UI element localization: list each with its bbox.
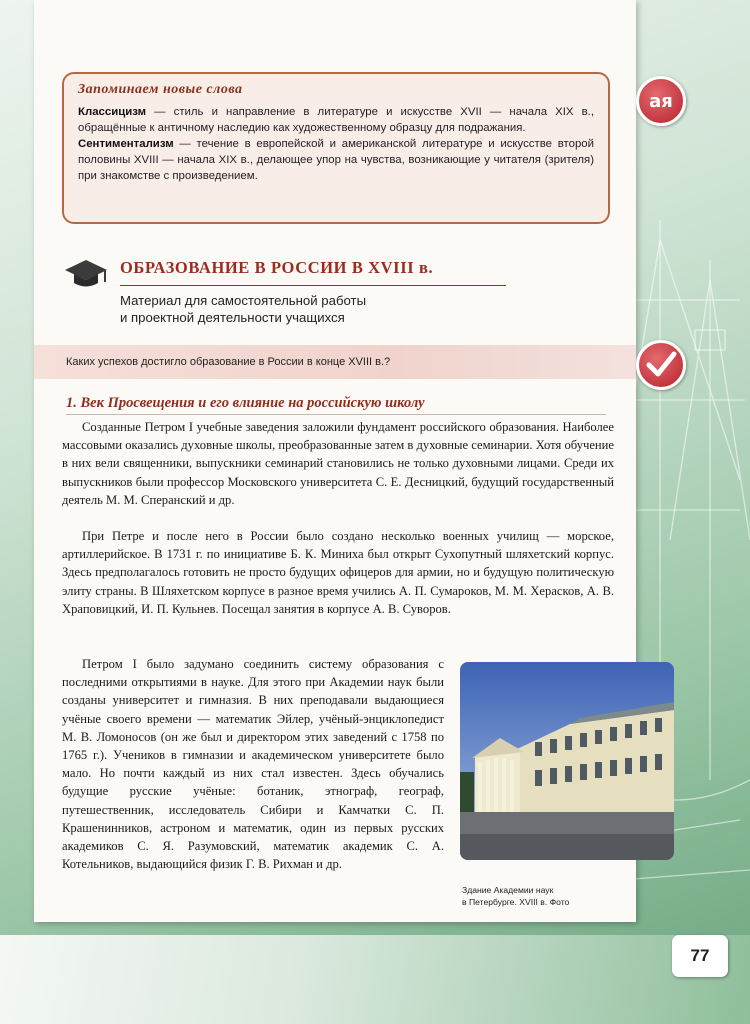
definition-classicism — [78, 104, 594, 136]
photo-caption — [462, 884, 662, 908]
question-text: Каких успехов достигло образование в России в конце XVIII в.? — [66, 356, 391, 368]
definition-classicism-text: — стиль и направление в литературе и искусстве XVII — начала XIX в., обращённые к античному наследию как художественному образцу для подражания. — [78, 106, 594, 134]
section-title: ОБРАЗОВАНИЕ В РОССИИ В XVIII в. — [120, 258, 434, 277]
term-sentimentalism: Сентиментализм — [78, 138, 174, 150]
dictionary-icon — [636, 76, 686, 126]
section-subtitle-line1: Материал для самостоятельной работы — [120, 293, 367, 308]
section-subtitle-line2: и проектной деятельности учащихся — [120, 310, 345, 325]
term-classicism: Классицизм — [78, 106, 147, 118]
subheading: 1. Век Просвещения и его влияние на российскую школу — [66, 395, 425, 411]
subheading-underline — [66, 414, 606, 415]
paragraph-2: При Петре и после него в России было создано несколько военных училищ — морское, артиллерийское. В 1731 г. по инициативе Б. К. Миниха был открыт Сухопутный шляхетский корпус. Здесь предполагалось готовить не просто будущих офицеров для армии, но и будущую политическую элиту страны. В Шляхетском корпусе в разное время учились А. П. Сумароков, М. М. Херасков, А. В. Храповицкий, И. П. Кульнев. Посещал занятия в корпусе А. В. Суворов. — [62, 529, 614, 616]
new-words-title: Запоминаем новые слова — [78, 82, 243, 97]
paragraph-3: Петром I было задумано соединить систему образования с последними открытиями в науке. Для этого при Академии наук были созданы университет и гимназия. В них преподавали выдающиеся учёные своего времени — математик Эйлер, учёный-энциклопедист М. В. Ломоносов (он же был и директором этих заведений с 1758 по 1765 г.). Учеников в гимназии и академическом университете было мало. Но почти каждый из них стал известен. Здесь обучались будущие русские учёные: ботаник, этнограф, географ, путешественник, исследователь Сибири и Камчатки С. П. Крашенинников, астроном и математик, один из первых русских академиков С. Я. Разумовский, математик академик С. А. Котельников, выдающийся физик Г. В. Рихман и др. — [62, 657, 444, 872]
graduation-cap-icon — [64, 258, 108, 290]
page-number: 77 — [672, 935, 728, 977]
dictionary-icon-label: ая — [649, 90, 673, 112]
bottom-decoration — [0, 935, 750, 1024]
section-subtitle — [120, 292, 480, 326]
checkmark-icon — [636, 340, 686, 390]
definition-sentimentalism-text: — течение в европейской и американской литературе и искусстве второй половины XVIII — начала XIX в., делающее упор на чувства, возникающие у читателя (зрителя) при знакомстве с произведением. — [78, 138, 594, 182]
academy-of-sciences-photo — [460, 662, 674, 860]
photo-caption-line2: в Петербурге. XVIII в. Фото — [462, 897, 570, 907]
definition-sentimentalism — [78, 136, 594, 184]
photo-caption-line1: Здание Академии наук — [462, 885, 554, 895]
paragraph-1: Созданные Петром I учебные заведения заложили фундамент российского образования. Наиболее массовыми оказались духовные школы, преобразованные затем в духовные семинарии. Хотя обучение в них вели священники, выпускники семинарий становились не только духовными лицами. Среди их выпускников были профессор Московского университета С. Е. Десницкий, будущий государственный деятель М. М. Сперанский и др. — [62, 420, 614, 507]
new-words-box — [62, 72, 610, 224]
section-title-underline — [120, 285, 506, 286]
